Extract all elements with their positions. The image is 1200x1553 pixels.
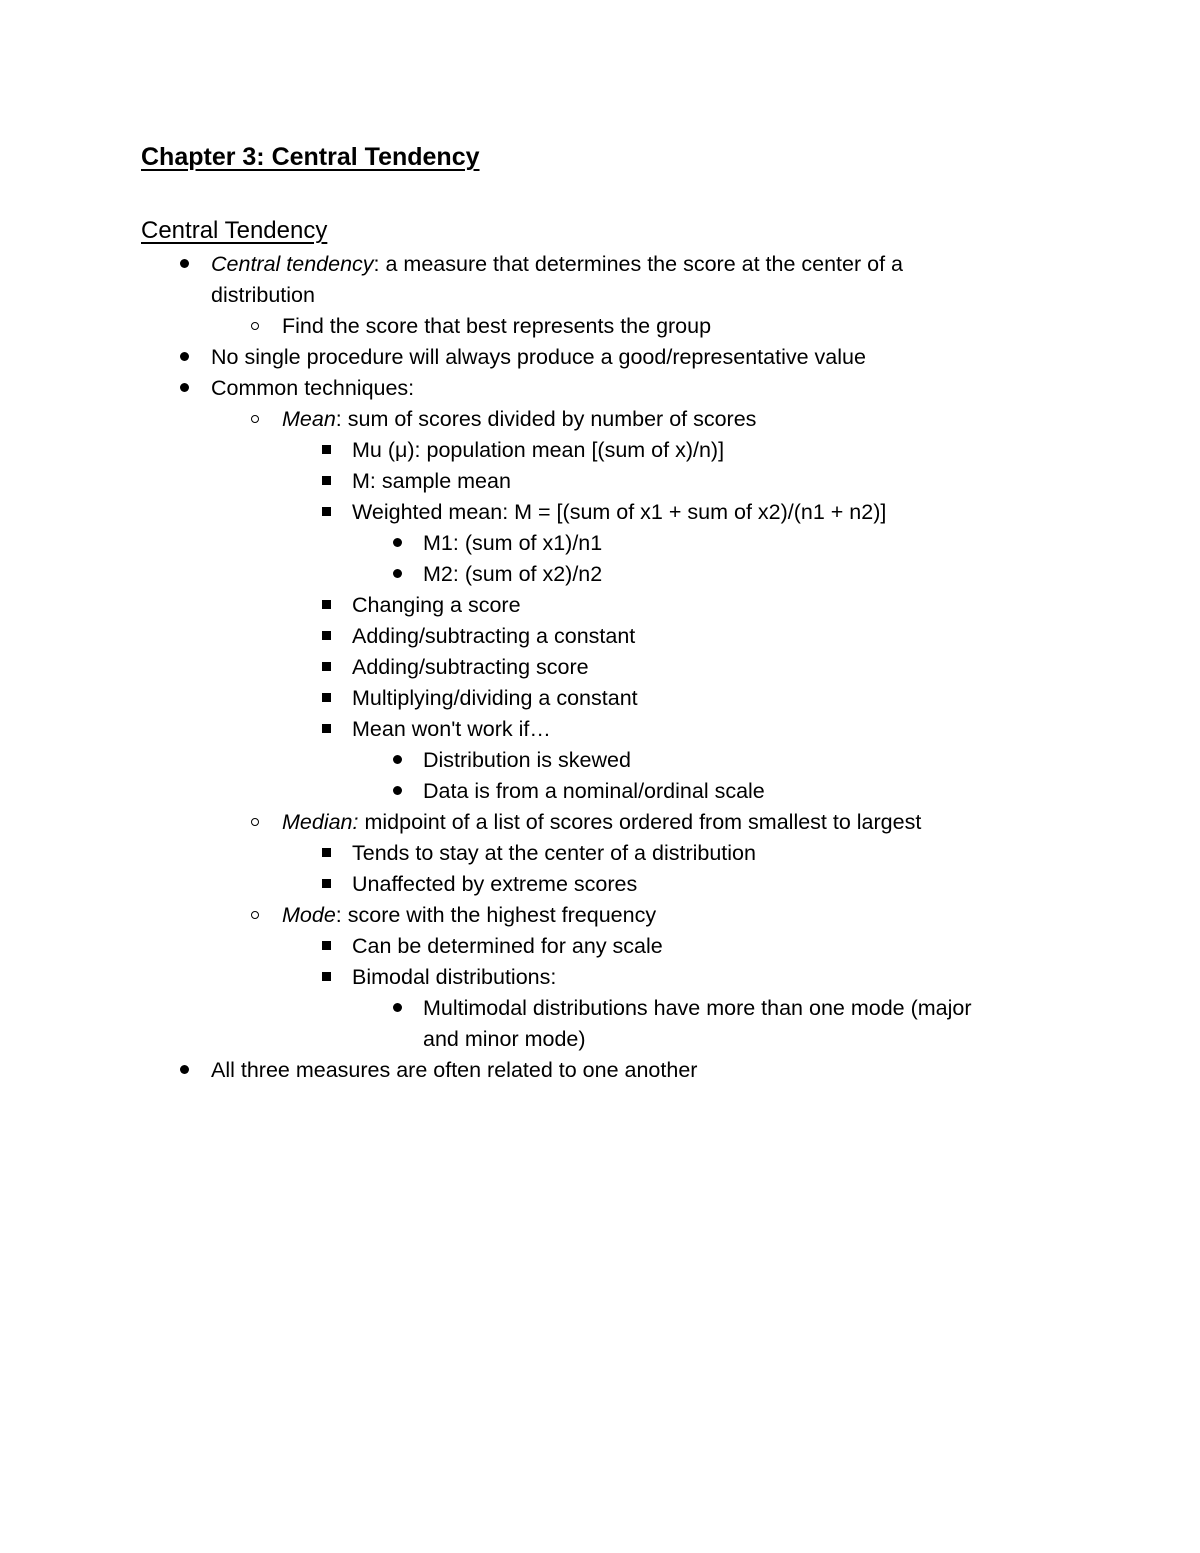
outline-item-body: M1: (sum of x1)/n1: [423, 531, 603, 555]
outline-item: [0, 1055, 1200, 1086]
outline-item: [0, 652, 1200, 683]
bullet-dot-icon: [174, 1055, 194, 1086]
outline-item-text: [352, 497, 886, 528]
outline-item: [0, 838, 1200, 869]
bullet-square-icon: [316, 683, 336, 714]
outline-item-body: M2: (sum of x2)/n2: [423, 562, 603, 586]
outline-item-body: Multimodal distributions have more than one mode (major: [423, 996, 972, 1020]
outline-item: [0, 342, 1200, 373]
bullet-dot-icon: [174, 342, 194, 373]
bullet-dot-icon: [387, 528, 407, 559]
outline-item-body: Bimodal distributions:: [352, 965, 557, 989]
outline-item: [0, 311, 1200, 342]
outline-item: [0, 528, 1200, 559]
outline-item-text: [352, 590, 521, 621]
outline-item-text: [352, 652, 589, 683]
outline-item: [0, 590, 1200, 621]
outline-item-text: [211, 1055, 697, 1086]
outline-item: [0, 776, 1200, 807]
outline-item: [0, 404, 1200, 435]
outline-item: [0, 280, 1200, 311]
outline-item-body: Tends to stay at the center of a distribution: [352, 841, 756, 865]
outline-item-text: [352, 962, 556, 993]
bullet-circle-icon: [245, 900, 265, 931]
outline-item-text: [352, 869, 637, 900]
bullet-circle-icon: [245, 807, 265, 838]
outline-item-text: [423, 745, 631, 776]
outline-item: [0, 900, 1200, 931]
outline-item: [0, 1024, 1200, 1055]
bullet-dot-icon: [387, 776, 407, 807]
defined-term: Mean: [282, 407, 336, 431]
outline-item-body: Data is from a nominal/ordinal scale: [423, 779, 765, 803]
outline-item-body: distribution: [211, 283, 315, 307]
outline-item-text: [352, 931, 663, 962]
outline-item-text: [282, 404, 756, 435]
outline-item-text: [423, 1024, 586, 1055]
outline-item-text: [211, 249, 903, 280]
bullet-dot-icon: [387, 745, 407, 776]
outline-item-text: [282, 900, 656, 931]
outline-item-text: [423, 993, 972, 1024]
outline-item: [0, 683, 1200, 714]
outline-item-body: M: sample mean: [352, 469, 511, 493]
chapter-title: Chapter 3: Central Tendency: [141, 143, 480, 171]
defined-term: Median:: [282, 810, 359, 834]
outline-item-body: : score with the highest frequency: [335, 903, 657, 927]
outline-item-text: [352, 621, 635, 652]
outline-item: [0, 435, 1200, 466]
bullet-dot-icon: [174, 249, 194, 280]
outline-item-body: Unaffected by extreme scores: [352, 872, 638, 896]
outline-item: [0, 931, 1200, 962]
outline-item-body: Mean won't work if…: [352, 717, 551, 741]
defined-term: Mode: [282, 903, 336, 927]
bullet-square-icon: [316, 466, 336, 497]
outline-item-body: Weighted mean: M = [(sum of x1 + sum of x2)/(n1 + n2)]: [352, 500, 887, 524]
outline-item: [0, 373, 1200, 404]
outline-item-body: Mu (μ): population mean [(sum of x)/n)]: [352, 438, 725, 462]
bullet-square-icon: [316, 931, 336, 962]
outline-item-body: Common techniques:: [211, 376, 415, 400]
bullet-dot-icon: [387, 993, 407, 1024]
bullet-square-icon: [316, 714, 336, 745]
outline-item-text: [352, 435, 724, 466]
outline-item: [0, 714, 1200, 745]
outline-item-text: [423, 776, 765, 807]
notes-outline: [0, 249, 1200, 1086]
outline-item-body: Multiplying/dividing a constant: [352, 686, 638, 710]
outline-item-body: and minor mode): [423, 1027, 586, 1051]
bullet-square-icon: [316, 435, 336, 466]
outline-item-body: Adding/subtracting score: [352, 655, 589, 679]
outline-item-body: All three measures are often related to one another: [211, 1058, 698, 1082]
outline-item-text: [352, 683, 638, 714]
bullet-square-icon: [316, 962, 336, 993]
bullet-circle-icon: [245, 404, 265, 435]
outline-item-text: [211, 373, 414, 404]
bullet-square-icon: [316, 652, 336, 683]
bullet-dot-icon: [174, 373, 194, 404]
outline-item-body: Can be determined for any scale: [352, 934, 663, 958]
outline-item: [0, 497, 1200, 528]
bullet-square-icon: [316, 590, 336, 621]
defined-term: Central tendency: [211, 252, 374, 276]
outline-item: [0, 807, 1200, 838]
outline-item-text: [352, 466, 511, 497]
bullet-circle-icon: [245, 311, 265, 342]
outline-item: [0, 621, 1200, 652]
outline-item-text: [352, 838, 756, 869]
bullet-square-icon: [316, 838, 336, 869]
outline-item-body: Changing a score: [352, 593, 521, 617]
outline-item: [0, 559, 1200, 590]
outline-item-body: Adding/subtracting a constant: [352, 624, 636, 648]
outline-item-body: Find the score that best represents the group: [282, 314, 712, 338]
outline-item: [0, 466, 1200, 497]
bullet-square-icon: [316, 869, 336, 900]
outline-item-text: [282, 807, 921, 838]
outline-item-text: [211, 342, 866, 373]
bullet-square-icon: [316, 497, 336, 528]
outline-item-text: [211, 280, 315, 311]
outline-item-body: No single procedure will always produce a good/representative value: [211, 345, 866, 369]
outline-item-body: Distribution is skewed: [423, 748, 631, 772]
outline-item-body: : a measure that determines the score at the center of a: [373, 252, 903, 276]
outline-item-body: midpoint of a list of scores ordered from smallest to largest: [358, 810, 922, 834]
outline-item: [0, 249, 1200, 280]
outline-item: [0, 993, 1200, 1024]
outline-item-text: [423, 559, 602, 590]
bullet-square-icon: [316, 621, 336, 652]
outline-item: [0, 745, 1200, 776]
outline-item: [0, 869, 1200, 900]
outline-item-text: [352, 714, 551, 745]
section-heading: Central Tendency: [141, 217, 328, 244]
bullet-dot-icon: [387, 559, 407, 590]
outline-item-text: [423, 528, 602, 559]
outline-item-body: : sum of scores divided by number of scores: [335, 407, 757, 431]
outline-item: [0, 962, 1200, 993]
outline-item-text: [282, 311, 711, 342]
